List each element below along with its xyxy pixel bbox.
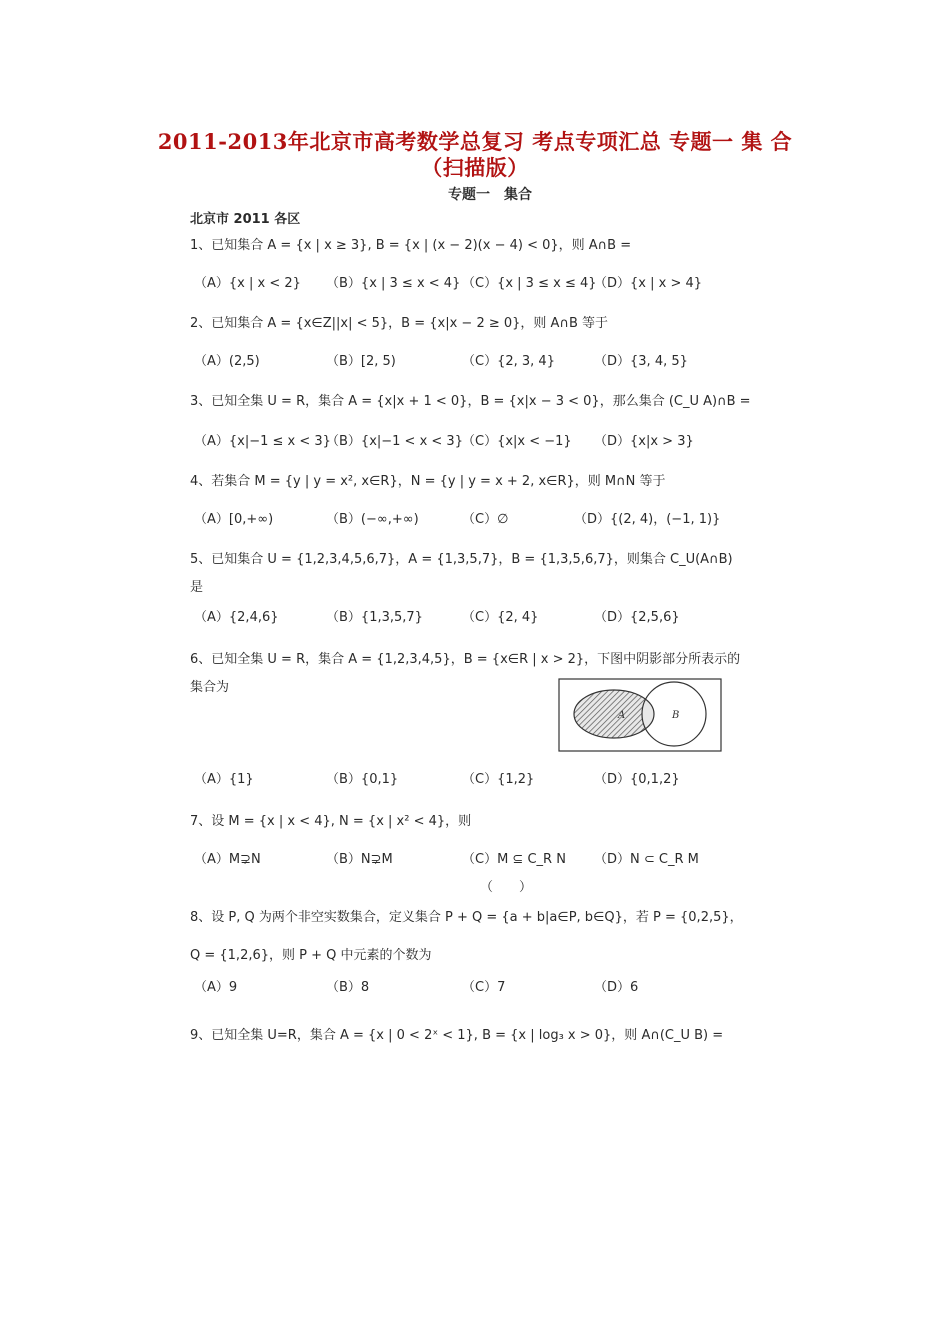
document-title: 2011-2013年北京市高考数学总复习 考点专项汇总 专题一 集 合 [157, 129, 793, 154]
question-5-continued: 是 [190, 580, 204, 595]
answer-parentheses: （ ） [480, 880, 533, 895]
option-c: （C）M ⊆ C_R N [462, 852, 566, 867]
option-a: （A）9 [194, 980, 238, 995]
option-d: （D）{(2, 4)，(−1, 1)} [574, 512, 721, 527]
question-3: 3、已知全集 U = R，集合 A = {x|x + 1 < 0}，B = {x|x − 3 < 0}，那么集合 (C_U A)∩B = [190, 394, 751, 409]
option-c: （C）{2, 4} [462, 610, 539, 625]
option-b: （B）{1,3,5,7} [326, 610, 423, 625]
option-b: （B）8 [326, 980, 370, 995]
option-d: （D）{x|x > 3} [594, 434, 694, 449]
option-c: （C）{x|x < −1} [462, 434, 572, 449]
option-a: （A）{x | x < 2} [194, 276, 301, 291]
set-a-label: A [618, 710, 626, 721]
option-b: （B）{x | 3 ≤ x < 4} [326, 276, 461, 291]
region-label: 北京市 2011 各区 [190, 212, 301, 227]
option-d: （D）{3, 4, 5} [594, 354, 688, 369]
option-b: （B）[2, 5) [326, 354, 396, 369]
topic-heading: 专题一 集合 [448, 187, 532, 203]
option-d: （D）{2,5,6} [594, 610, 680, 625]
option-a: （A）(2,5) [194, 354, 260, 369]
option-b: （B）{0,1} [326, 772, 399, 787]
question-9: 9、已知全集 U=R，集合 A = {x | 0 < 2ˣ < 1}, B = {x | log₃ x > 0}，则 A∩(C_U B) = [190, 1028, 724, 1043]
option-d: （D）6 [594, 980, 639, 995]
option-d: （D）{x | x > 4} [594, 276, 703, 291]
option-a: （A）{1} [194, 772, 254, 787]
question-8: 8、设 P, Q 为两个非空实数集合，定义集合 P + Q = {a + b|a∈P, b∈Q}，若 P = {0,2,5}， [190, 910, 743, 925]
question-8-continued: Q = {1,2,6}，则 P + Q 中元素的个数为 [190, 948, 432, 963]
document-subtitle: （扫描版） [421, 155, 529, 180]
option-a: （A）{2,4,6} [194, 610, 279, 625]
option-c: （C）∅ [462, 512, 509, 527]
set-b-label: B [672, 710, 680, 721]
option-c: （C）7 [462, 980, 506, 995]
option-a: （A）M⊋N [194, 852, 261, 867]
question-1: 1、已知集合 A = {x | x ≥ 3}, B = {x | (x − 2)(x − 4) < 0}，则 A∩B = [190, 238, 632, 253]
question-6: 6、已知全集 U = R，集合 A = {1,2,3,4,5}，B = {x∈R | x > 2}，下图中阴影部分所表示的 [190, 652, 741, 667]
option-b: （B）{x|−1 < x < 3} [326, 434, 463, 449]
option-c: （C）{2, 3, 4} [462, 354, 555, 369]
option-d: （D）{0,1,2} [594, 772, 680, 787]
option-a: （A）{x|−1 ≤ x < 3} [194, 434, 331, 449]
question-2: 2、已知集合 A = {x∈Z||x| < 5}，B = {x|x − 2 ≥ 0}，则 A∩B 等于 [190, 316, 609, 331]
question-4: 4、若集合 M = {y | y = x², x∈R}，N = {y | y = x + 2, x∈R}，则 M∩N 等于 [190, 474, 666, 489]
option-c: （C）{1,2} [462, 772, 535, 787]
question-7: 7、设 M = {x | x < 4}, N = {x | x² < 4}，则 [190, 814, 472, 829]
option-d: （D）N ⊂ C_R M [594, 852, 699, 867]
venn-diagram [558, 678, 722, 752]
question-6-continued: 集合为 [190, 680, 230, 695]
option-b: （B）(−∞,+∞) [326, 512, 419, 527]
scanned-page [180, 178, 751, 1058]
option-c: （C）{x | 3 ≤ x ≤ 4} [462, 276, 597, 291]
option-b: （B）N⊋M [326, 852, 393, 867]
option-a: （A）[0,+∞) [194, 512, 274, 527]
question-5: 5、已知集合 U = {1,2,3,4,5,6,7}，A = {1,3,5,7}，B = {1,3,5,6,7}，则集合 C_U(A∩B) [190, 552, 733, 567]
